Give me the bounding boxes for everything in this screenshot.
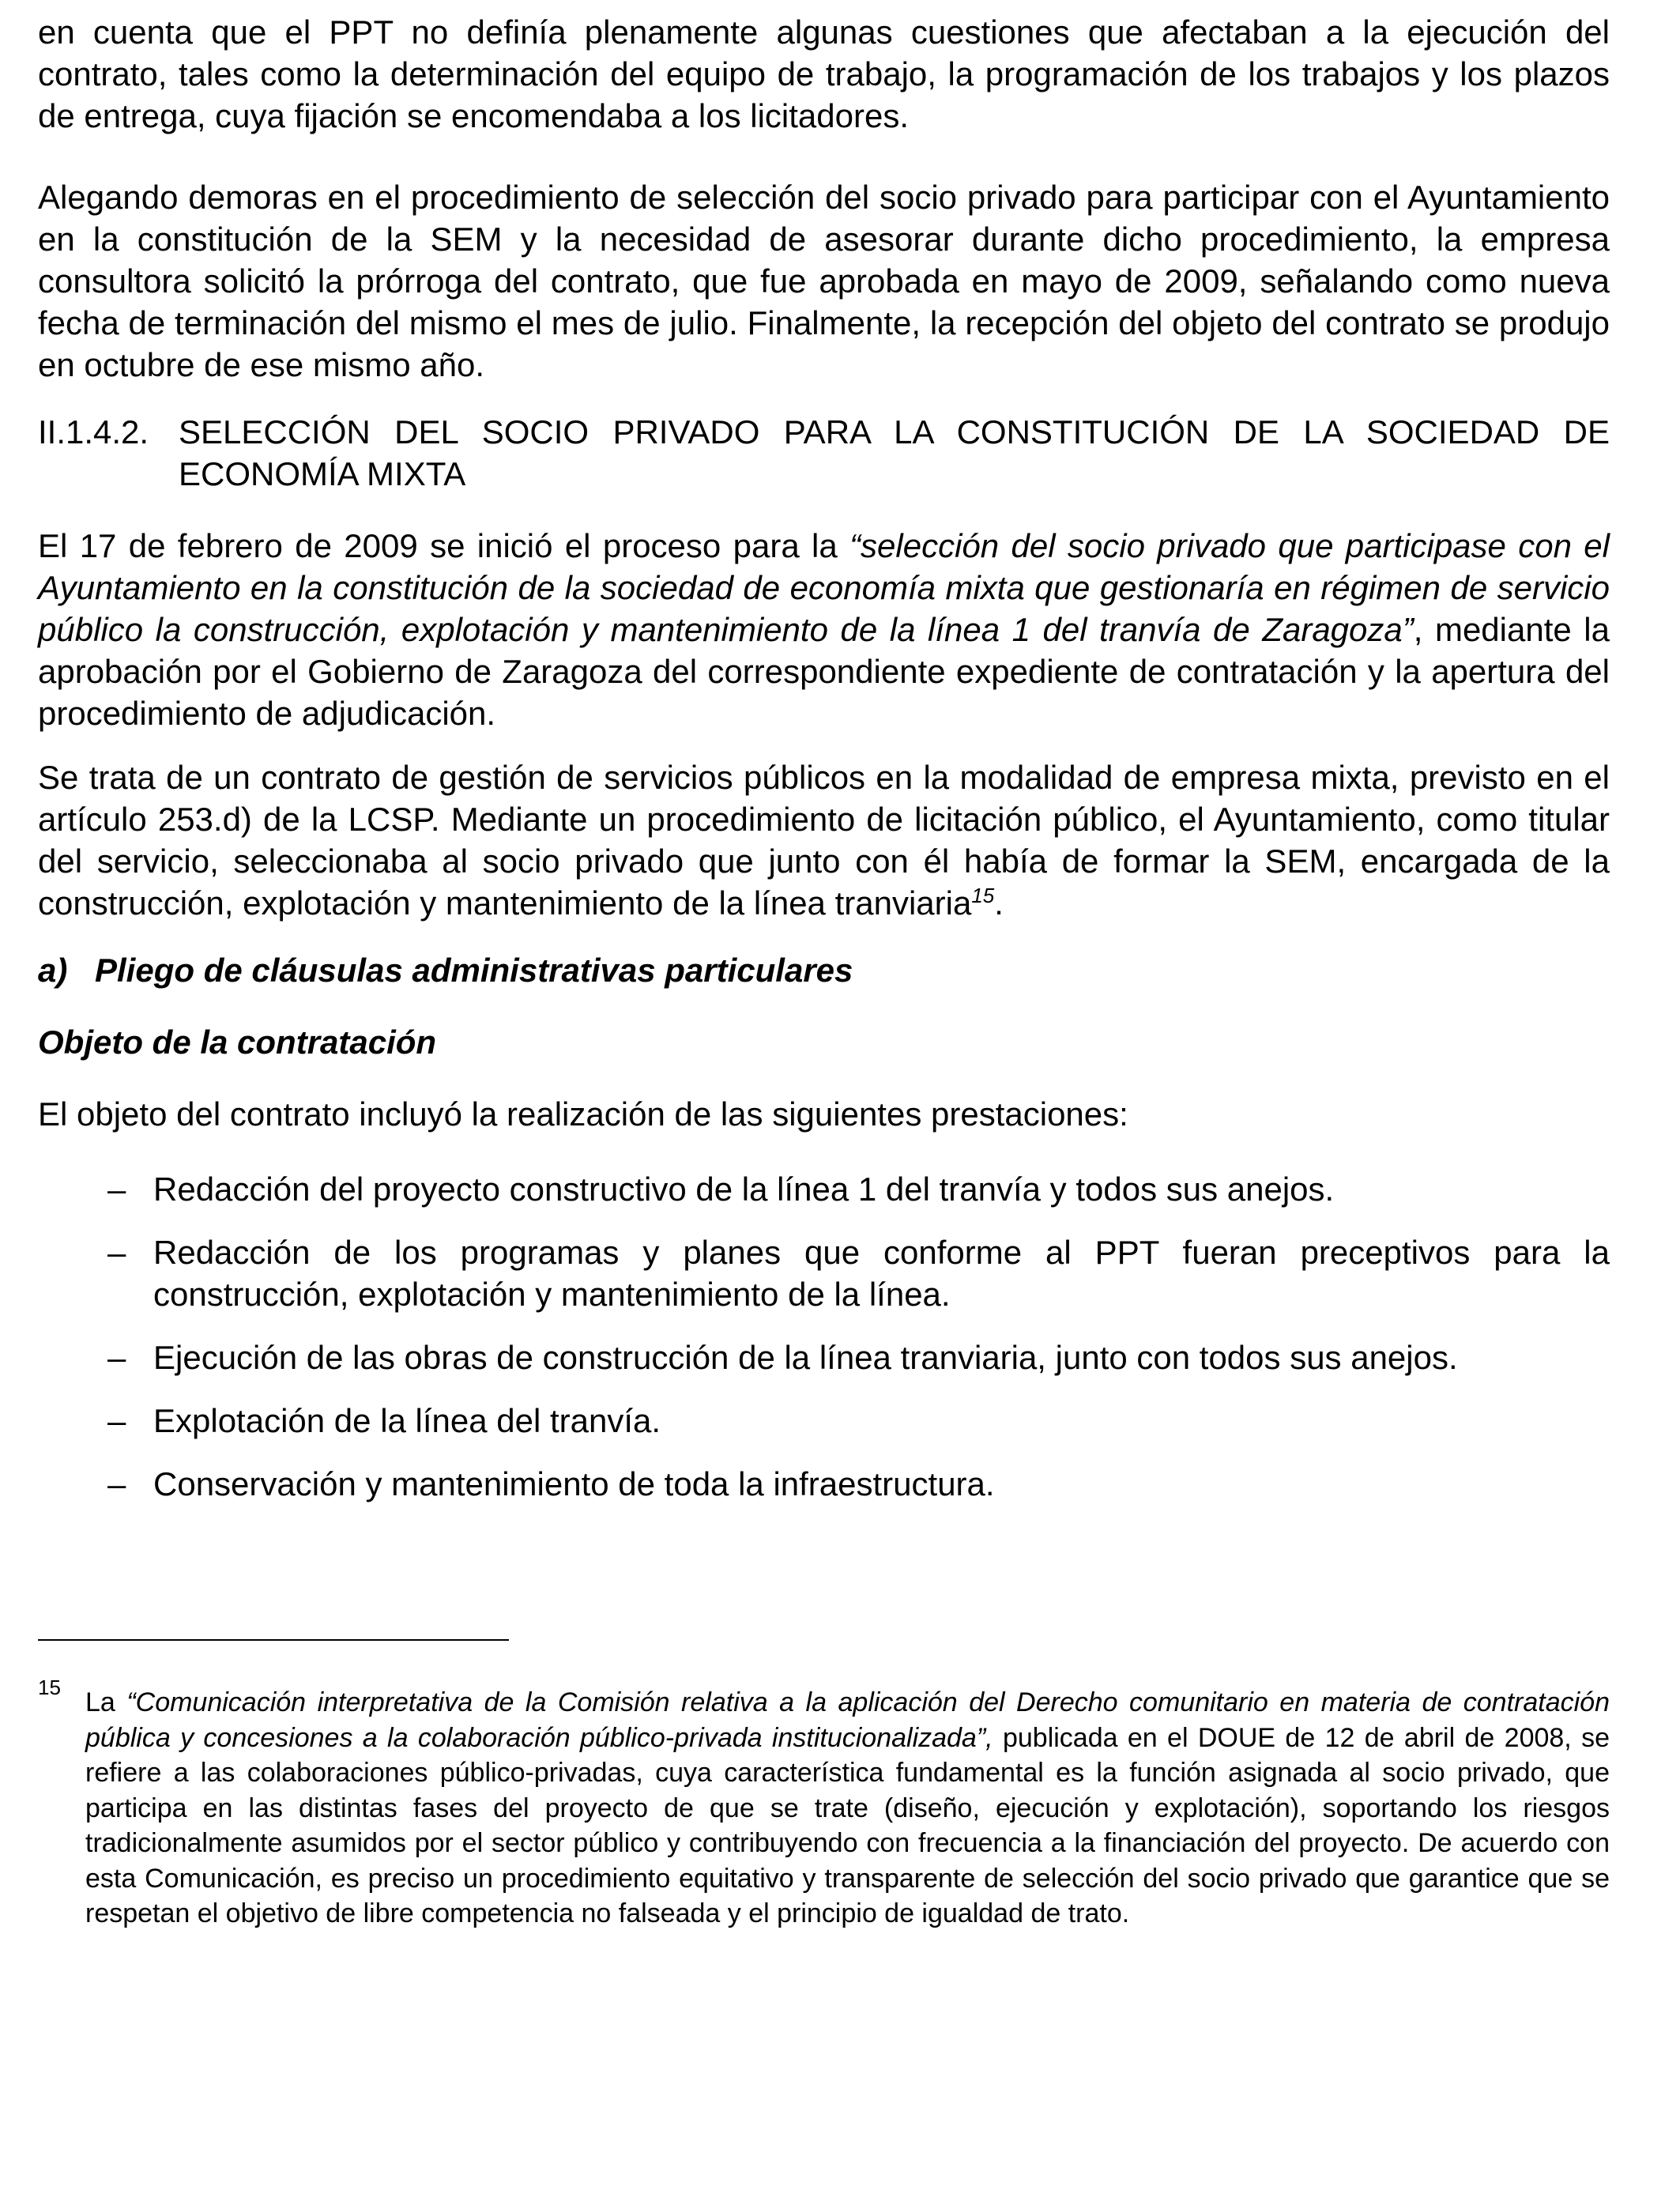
paragraph-contract-type-end: . — [994, 884, 1004, 922]
paragraph-contract-scope: en cuenta que el PPT no definía plenamente algunas cuestiones que afectaban a la ejecución del contrato, tales como la determinación del equipo de trabajo, la programación de los trabajos y los plazos de entrega, cuya fijación se encomendaba a los licitadores. — [38, 13, 1610, 134]
subheading-pliego — [38, 949, 1610, 991]
list-item — [38, 1231, 1610, 1315]
paragraph-selection-process-start: El 17 de febrero de 2009 se inició el proceso para la — [38, 527, 850, 564]
paragraph-contract-object: El objeto del contrato incluyó la realización de las siguientes prestaciones: — [38, 1095, 1128, 1133]
subheading-pliego-title: Pliego de cláusulas administrativas particulares — [95, 952, 853, 989]
list-item — [38, 1168, 1610, 1210]
footnote-rest: publicada en el DOUE de 12 de abril de 2008, se refiere a las colaboraciones público-privadas, cuya característica fundamental es la función asignada al socio privado, que participa en las distintas fases del proyecto de que se trate (diseño, ejecución y explotación), soportando los riesgos tradicionalmente asumidos por el sector público y contribuyendo con frecuencia a la financiación del proyecto. De acuerdo con esta Comunicación, es preciso un procedimiento equitativo y transparente de selección del socio privado que garantice que se respetan el objetivo de libre competencia no falseada y el principio de igualdad de trato. — [85, 1722, 1610, 1928]
list-dash: – — [107, 1171, 126, 1208]
list-item-text: Ejecución de las obras de construcción de la línea tranviaria, junto con todos sus anejos. — [153, 1339, 1458, 1376]
subheading-objeto: Objeto de la contratación — [38, 1023, 437, 1061]
footnote-text — [85, 1685, 1610, 1932]
list-dash: – — [107, 1234, 126, 1271]
footnote-number: 15 — [38, 1676, 61, 1699]
paragraph-selection-process — [38, 525, 1610, 734]
footnote-separator — [38, 1639, 509, 1641]
list-dash: – — [107, 1465, 126, 1502]
section-title: SELECCIÓN DEL SOCIO PRIVADO PARA LA CONSTITUCIÓN DE LA SOCIEDAD DE ECONOMÍA MIXTA — [179, 413, 1610, 492]
paragraph-selection-process-end: , mediante la aprobación por el Gobierno de Zaragoza del correspondiente expediente de contratación y la apertura del procedimiento de adjudicación. — [38, 611, 1610, 732]
list-item-text: Conservación y mantenimiento de toda la infraestructura. — [153, 1465, 995, 1502]
list-item — [38, 1463, 1610, 1505]
list-dash: – — [107, 1339, 126, 1376]
paragraph-selection-process-quote: “selección del socio privado que participase con el Ayuntamiento en la constitución de la sociedad de economía mixta que gestionaría en régimen de servicio público la construcción, explotación y mantenimiento de la línea 1 del tranvía de Zaragoza” — [38, 527, 1610, 648]
list-item-text: Redacción de los programas y planes que conforme al PPT fueran preceptivos para la construcción, explotación y mantenimiento de la línea. — [153, 1234, 1610, 1313]
footnote — [38, 1676, 1610, 1932]
document-page — [38, 11, 1610, 1526]
footnote-quote: “Comunicación interpretativa de la Comisión relativa a la aplicación del Derecho comunitario en materia de contratación pública y concesiones a la colaboración público-privada institucionalizada”, — [85, 1687, 1610, 1753]
list-item-text: Explotación de la línea del tranvía. — [153, 1402, 661, 1439]
list-item — [38, 1336, 1610, 1378]
paragraph-contract-type-text: Se trata de un contrato de gestión de servicios públicos en la modalidad de empresa mixta, previsto en el artículo 253.d) de la LCSP. Mediante un procedimiento de licitación público, el Ayuntamiento, como titular del servicio, seleccionaba al socio privado que junto con él había de formar la SEM, encargada de la construcción, explotación y mantenimiento de la línea tranviaria — [38, 759, 1610, 922]
paragraph-contract-extension: Alegando demoras en el procedimiento de selección del socio privado para participar con el Ayuntamiento en la constitución de la SEM y la necesidad de asesorar durante dicho procedimiento, la empresa consultora solicitó la prórroga del contrato, que fue aprobada en mayo de 2009, señalando como nueva fecha de terminación del mismo el mes de julio. Finalmente, la recepción del objeto del contrato se produjo en octubre de ese mismo año. — [38, 179, 1610, 383]
subheading-pliego-label: a) — [38, 952, 68, 989]
list-dash: – — [107, 1402, 126, 1439]
list-item-text: Redacción del proyecto constructivo de la línea 1 del tranvía y todos sus anejos. — [153, 1171, 1335, 1208]
paragraph-contract-type — [38, 756, 1610, 924]
section-number: II.1.4.2. — [38, 413, 149, 450]
prestaciones-list — [38, 1168, 1610, 1505]
footnote-lead: La — [85, 1687, 127, 1717]
list-item — [38, 1400, 1610, 1442]
section-heading — [38, 411, 1610, 495]
footnote-reference[interactable]: 15 — [971, 884, 995, 907]
